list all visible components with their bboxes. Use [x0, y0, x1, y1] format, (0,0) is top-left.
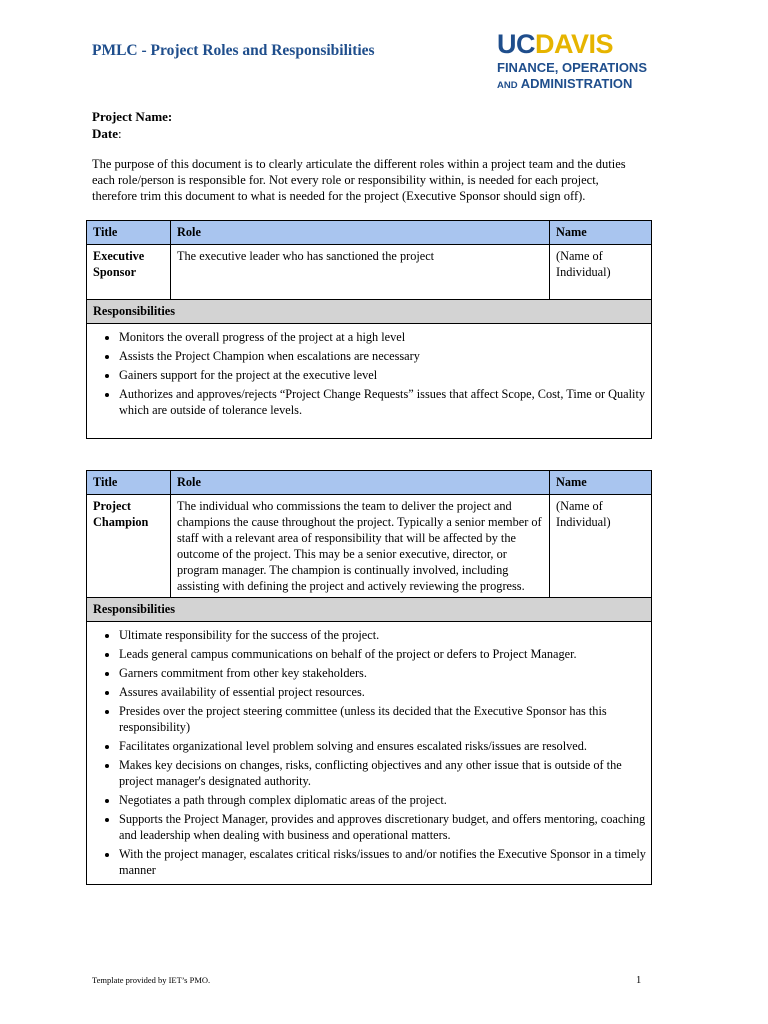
- responsibilities-header: Responsibilities: [87, 300, 652, 324]
- intro-paragraph: The purpose of this document is to clearly articulate the different roles within a project team and the duties each role/person is responsible for. Not every role or responsibility within, is needed for each project, therefore trim this document to what is needed for the project (Executive Sponsor should sign off).: [92, 157, 626, 203]
- logo-line1: FINANCE, OPERATIONS: [497, 60, 647, 75]
- logo-and: AND: [497, 80, 518, 91]
- list-item: • Makes key decisions on changes, risks, conflicting objectives and any other issue that is outside of the project manager's designated authority.: [119, 757, 646, 789]
- date-colon: :: [118, 126, 122, 141]
- list-item: • Authorizes and approves/rejects “Project Change Requests” issues that affect Scope, Cost, Time or Quality which are outside of tolerance levels.: [119, 386, 646, 418]
- project-champion-table: [86, 470, 652, 885]
- page-number: 1: [636, 975, 642, 986]
- table-header-row: [87, 471, 652, 495]
- list-item: • Negotiates a path through complex diplomatic areas of the project.: [119, 792, 646, 808]
- list-item: • Facilitates organizational level problem solving and ensures escalated risks/issues are resolved.: [119, 738, 646, 754]
- responsibilities-list: [93, 627, 646, 878]
- col-name-header: Name: [550, 471, 652, 495]
- list-item: • Presides over the project steering committee (unless its decided that the Executive Sponsor has this responsibility): [119, 703, 646, 735]
- project-name-label: Project Name:: [92, 109, 173, 124]
- executive-sponsor-table: [86, 220, 652, 439]
- role-name: (Name of Individual): [550, 245, 652, 300]
- list-item: • Ultimate responsibility for the success of the project.: [119, 627, 646, 643]
- project-meta: [92, 108, 172, 142]
- responsibilities-header: Responsibilities: [87, 598, 652, 622]
- list-item: • Monitors the overall progress of the project at a high level: [119, 329, 646, 345]
- role-title: Project Champion: [87, 495, 171, 598]
- col-title-header: Title: [87, 221, 171, 245]
- responsibilities-row: [87, 622, 652, 885]
- list-item: • With the project manager, escalates critical risks/issues to and/or notifies the Executive Sponsor in a timely manner: [119, 846, 646, 878]
- responsibilities-row: [87, 324, 652, 439]
- responsibilities-header-row: [87, 300, 652, 324]
- responsibilities-header-row: [87, 598, 652, 622]
- ucdavis-logo: [497, 30, 659, 94]
- role-description: The executive leader who has sanctioned the project: [171, 245, 550, 300]
- list-item: • Leads general campus communications on behalf of the project or defers to Project Manager.: [119, 646, 646, 662]
- logo-davis: DAVIS: [535, 29, 614, 59]
- list-item: • Supports the Project Manager, provides and approves discretionary budget, and offers mentoring, coaching and leadership when dealing with business and operational matters.: [119, 811, 646, 843]
- role-name: (Name of Individual): [550, 495, 652, 598]
- col-title-header: Title: [87, 471, 171, 495]
- list-item: • Gainers support for the project at the executive level: [119, 367, 646, 383]
- list-item: • Assists the Project Champion when escalations are necessary: [119, 348, 646, 364]
- logo-uc: UC: [497, 29, 535, 59]
- list-item: • Assures availability of essential project resources.: [119, 684, 646, 700]
- list-item: • Garners commitment from other key stakeholders.: [119, 665, 646, 681]
- role-title: Executive Sponsor: [87, 245, 171, 300]
- date-label: Date: [92, 126, 118, 141]
- col-role-header: Role: [171, 221, 550, 245]
- responsibilities-list: [93, 329, 646, 418]
- role-description: The individual who commissions the team to deliver the project and champions the cause throughout the project. Typically a senior member of staff with a relevant area of responsibility that will be affected by the outcome of the project. This may be a senior executive, director, or program manager. The champion is continually involved, including assisting with defining the project and actively reviewing the progress.: [171, 495, 550, 598]
- table-header-row: [87, 221, 652, 245]
- footer-note: Template provided by IET’s PMO.: [92, 975, 211, 985]
- col-role-header: Role: [171, 471, 550, 495]
- logo-administration: ADMINISTRATION: [520, 76, 633, 91]
- table-row: [87, 245, 652, 300]
- page-title: PMLC - Project Roles and Responsibilities: [92, 42, 375, 59]
- table-row: [87, 495, 652, 598]
- col-name-header: Name: [550, 221, 652, 245]
